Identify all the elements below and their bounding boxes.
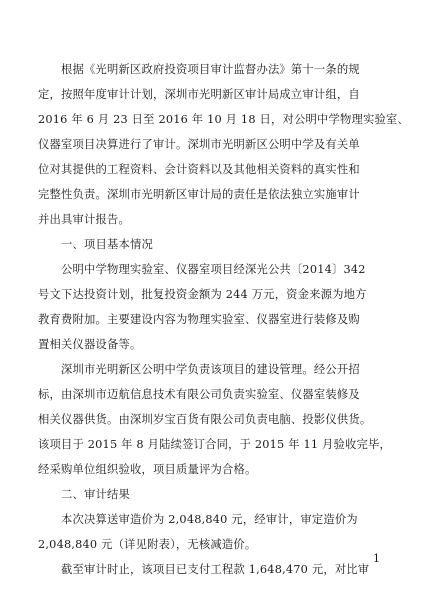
text-line: 2,048,840 元（详见附表），无核减造价。	[38, 538, 257, 551]
text-line: 置相关仪器设备等。	[38, 338, 142, 351]
text-line: 截至审计时止，该项目已支付工程款 1,648,470 元，对比审	[38, 563, 370, 576]
text-line: 完整性负责。深圳市光明新区审计局的责任是依法独立实施审计	[38, 188, 360, 201]
text-line: 定，按照年度审计计划，深圳市光明新区审计局成立审计组，自	[38, 88, 360, 101]
text-line: 位对其提供的工程资料、会计资料以及其他相关资料的真实性和	[38, 163, 360, 176]
text-line: 仪器室项目决算进行了审计。深圳市光明新区公明中学及有关单	[38, 138, 360, 151]
text-line: 标，由深圳市迈航信息技术有限公司负责实验室、仪器室装修及	[38, 388, 360, 401]
text-line: 教育费附加。主要建设内容为物理实验室、仪器室进行装修及购	[38, 313, 360, 326]
section-heading: 一、项目基本情况	[38, 238, 153, 251]
text-line: 根据《光明新区政府投资项目审计监督办法》第十一条的规	[38, 63, 360, 76]
text-line: 深圳市光明新区公明中学负责该项目的建设管理。经公开招	[38, 363, 360, 376]
text-line: 该项目于 2015 年 8 月陆续签订合同，于 2015 年 11 月验收完毕，	[38, 438, 392, 451]
text-line: 相关仪器供货。由深圳岁宝百货有限公司负责电脑、投影仪供货。	[38, 413, 372, 426]
text-line: 经采购单位组织验收，项目质量评为合格。	[38, 463, 257, 476]
text-line: 并出具审计报告。	[38, 213, 130, 226]
section-heading: 二、审计结果	[38, 488, 130, 501]
page-number: 1	[373, 552, 380, 565]
text-line: 号文下达投资计划，批复投资金额为 244 万元，资金来源为地方	[38, 288, 367, 301]
text-line: 2016 年 6 月 23 日至 2016 年 10 月 18 日，对公明中学物理实验室、	[38, 113, 409, 126]
text-line: 公明中学物理实验室、仪器室项目经深光公共〔2014〕342	[38, 263, 366, 276]
text-line: 本次决算送审造价为 2,048,840 元，经审计，审定造价为	[38, 513, 358, 526]
